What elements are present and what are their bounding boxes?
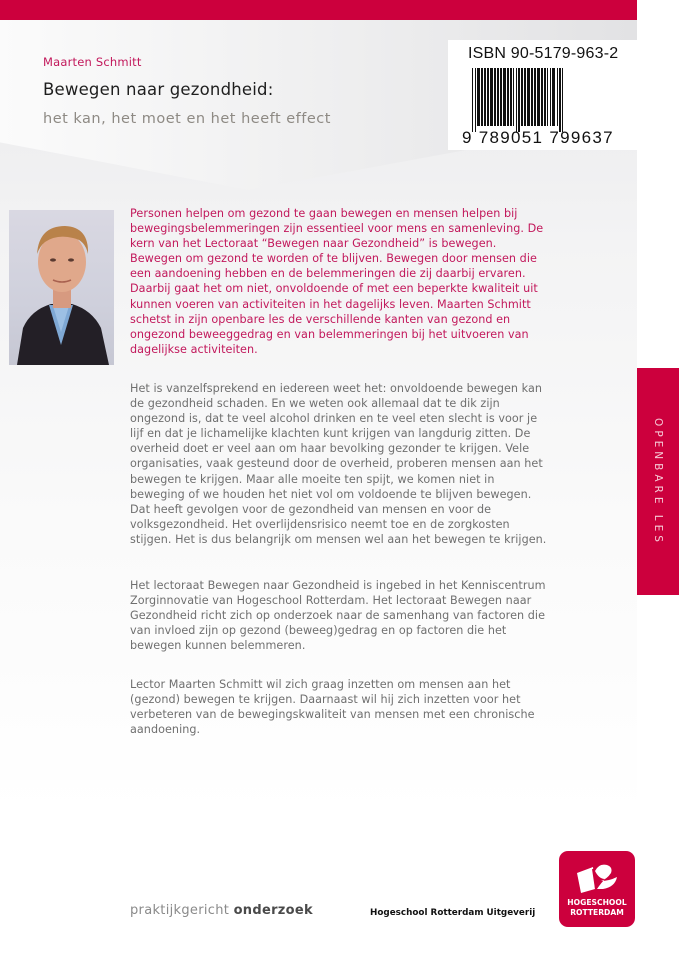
openbare-les-tab [637,368,679,595]
top-red-bar [0,0,637,20]
isbn-label: ISBN 90-5179-963-2 [468,45,619,62]
series-light: praktijkgericht [130,903,234,918]
logo-text-line-2: ROTTERDAM [570,908,624,917]
book-title: Bewegen naar gezondheid: [43,80,274,99]
series-name [130,903,313,918]
intro-paragraph: Personen helpen om gezond te gaan bewegen en mensen helpen bij bewegingsbelemmeringen zijn essentieel voor mens en samenleving. De kern van het Lectoraat “Bewegen naar Gezondheid” is bewegen. Bewegen om gezond te worden of te blijven. Bewegen door mensen die een aandoening hebben en de belemmeringen die zij daarbij ervaren. Daarbij gaat het om niet, onvoldoende of met een beperkte kwaliteit uit kunnen voeren van activiteiten in het dagelijks leven. Maarten Schmitt schetst in zijn openbare les de verschillende kanten van gezond en ongezond beweeggedrag en van belemmeringen bij het uitvoeren van dagelijkse activiteiten. [130,207,544,356]
hogeschool-rotterdam-logo [559,851,635,927]
book-subtitle: het kan, het moet en het heeft effect [43,111,331,127]
side-tab-label: OPENBARE LES [652,417,664,546]
barcode-digits: 9 789051 799637 [462,128,614,147]
publisher-name: Hogeschool Rotterdam Uitgeverij [370,908,536,918]
barcode-icon [472,68,622,132]
author-name: Maarten Schmitt [43,55,142,69]
body-paragraph-2: Het lectoraat Bewegen naar Gezondheid is ingebed in het Kenniscentrum Zorginnovatie van Hogeschool Rotterdam. Het lectoraat Bewegen naar Gezondheid richt zich op onderzoek naar de samenhang van factoren die van invloed zijn op gezond (beweeg)gedrag en op factoren die het bewegen kunnen belemmeren. [130,579,546,653]
author-photo [9,210,114,365]
isbn-barcode-box [448,40,637,150]
body-paragraph-1: Het is vanzelfsprekend en iedereen weet het: onvoldoende bewegen kan de gezondheid schaden. En we weten ook allemaal dat te dik zijn ongezond is, dat te veel alcohol drinken en te veel eten slecht is voor je lijf en dat je lichamelijke klachten kunt krijgen van langdurig zitten. De overheid doet er veel aan om haar bevolking gezonder te krijgen. Vele organisaties, vaak gesteund door de overheid, proberen mensen aan het bewegen te krijgen. Maar alle moeite ten spijt, we komen niet in beweging of we houden het niet vol om voldoende te blijven bewegen. Dat heeft gevolgen voor de gezondheid van mensen en voor de volksgezondheid. Het overlijdensrisico neemt toe en de zorgkosten stijgen. Het is dus belangrijk om mensen wel aan het bewegen te krijgen. [130,382,547,546]
logo-text-line-1: HOGESCHOOL [567,898,627,907]
hr-logo-mark-icon [573,859,623,895]
author-portrait-icon [9,210,114,365]
body-paragraph-3: Lector Maarten Schmitt wil zich graag inzetten om mensen aan het (gezond) bewegen te krijgen. Daarnaast wil hij zich inzetten voor het verbeteren van de bewegingskwaliteit van mensen met een chronische aandoening. [130,678,535,737]
series-bold: onderzoek [233,903,313,918]
